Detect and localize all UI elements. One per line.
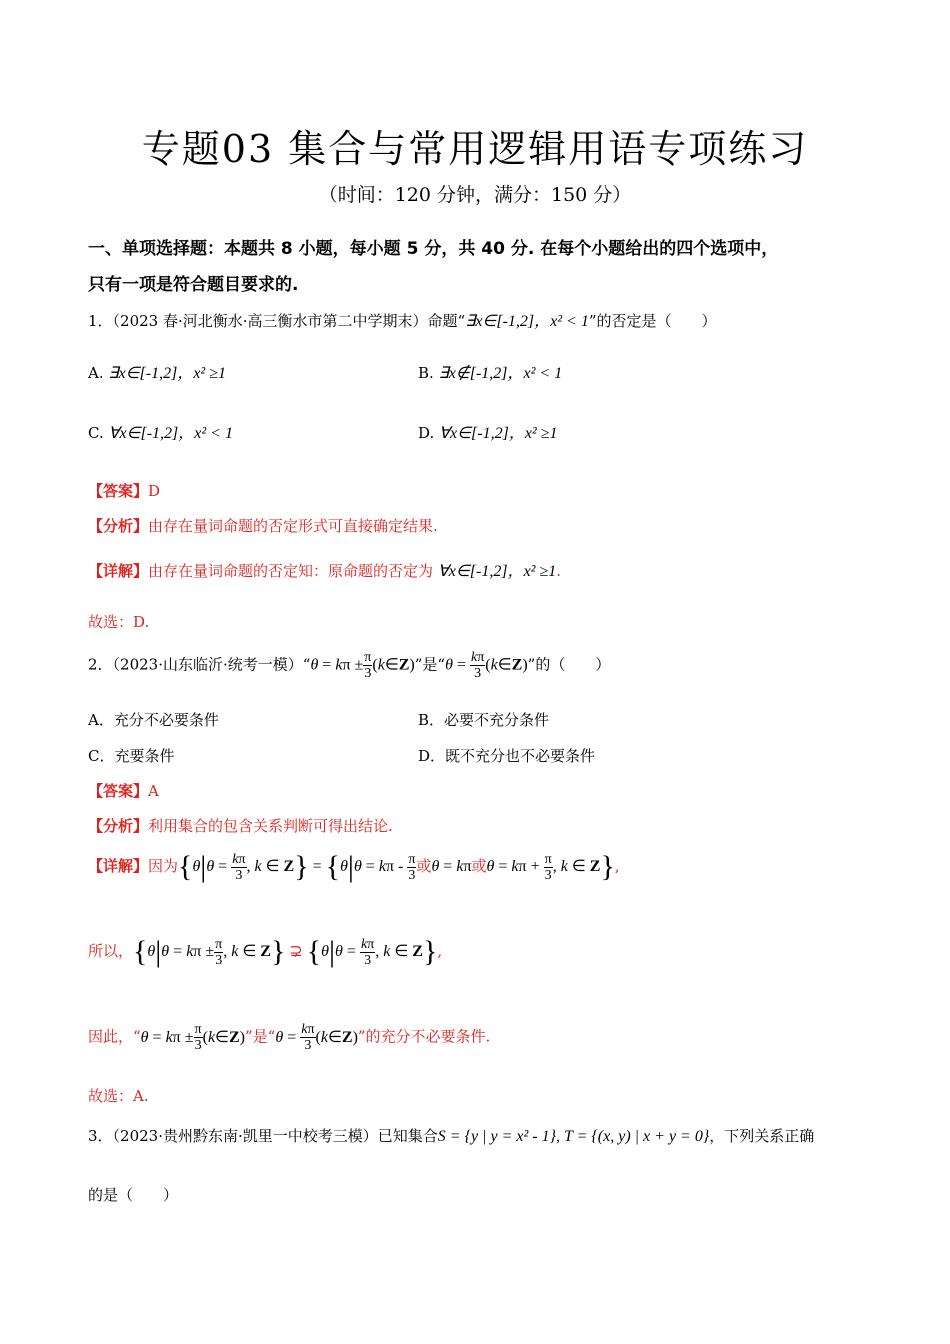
q2-answer: 【答案】A	[88, 782, 159, 800]
q1-option-c: C. ∀x∈[-1,2]，x² < 1	[88, 424, 233, 442]
question-1	[88, 308, 717, 331]
question-3: 3．（2023·贵州黔东南·凯里一中校考三模）已知集合S = {y | y = x² - 1}, T = {(x, y) | x + y = 0}，下列关系正确	[88, 1127, 815, 1145]
page-subtitle: （时间：120 分钟，满分：150 分）	[318, 184, 632, 206]
q2-detail: 【详解】因为{θ|θ = $\frac{k\pi}{3}$ , k ∈ Z} = {θ|θ = kπ - $\frac{\pi}{3}$ 或θ = kπ或θ = kπ + $\frac{\pi}{3}$ , k ∈ Z},	[88, 850, 620, 883]
question-3-line2: 的是（ ）	[88, 1186, 179, 1204]
q3-set-s: S = {y | y = x² - 1}	[437, 1128, 556, 1145]
q1-option-d: D. ∀x∈[-1,2]，x² ≥1	[418, 424, 558, 442]
section-heading-line2: 只有一项是符合题目要求的.	[88, 275, 299, 295]
q1-analysis: 【分析】由存在量词命题的否定形式可直接确定结果.	[88, 517, 438, 535]
q2-option-d: D．既不充分也不必要条件	[418, 747, 596, 765]
q1-prefix: 1．（2023 春·河北衡水·高三衡水市第二中学期末）命题“	[88, 312, 466, 330]
q2-option-a: A．充分不必要条件	[88, 711, 219, 729]
q1-option-b: B. ∃x∉[-1,2]，x² < 1	[418, 364, 563, 382]
q1-proposition: ∃x∈[-1,2]，x² < 1	[465, 313, 589, 330]
page-title: 专题03 集合与常用逻辑用语专项练习	[141, 127, 809, 171]
section-heading-line1: 一、单项选择题：本题共 8 小题，每小题 5 分，共 40 分. 在每个小题给出的四个选项中，	[88, 239, 779, 259]
q1-option-a: A. ∃x∈[-1,2]，x² ≥1	[88, 364, 227, 382]
q1-detail: 【详解】由存在量词命题的否定知：原命题的否定为 ∀x∈[-1,2]，x² ≥1.	[88, 562, 562, 580]
q2-conclusion: 故选：A.	[88, 1087, 149, 1105]
q1-suffix: ”的否定是（ ）	[588, 312, 717, 330]
q3-set-t: T = {(x, y) | x + y = 0}	[563, 1128, 710, 1145]
q2-analysis: 【分析】利用集合的包含关系判断可得出结论.	[88, 817, 393, 835]
q2-therefore: 因此，“θ = kπ ± $\frac{\pi}{3}$ (k∈Z)”是“θ = $\frac{k\pi}{3}$ (k∈Z)”的充分不必要条件.	[88, 1022, 491, 1053]
question-2: 2．（2023·山东临沂·统考一模）“θ = kπ ± $\frac{\pi}{3}$ (k∈Z)”是“θ = $\frac{k\pi}{3}$ (k∈Z)”的（ ）	[88, 650, 611, 681]
q1-answer: 【答案】D	[88, 482, 161, 500]
q2-so: 所以，{θ|θ = kπ ± $\frac{\pi}{3}$ , k ∈ Z} ⊋ {θ|θ = $\frac{k\pi}{3}$ , k ∈ Z},	[88, 935, 443, 968]
q2-option-b: B．必要不充分条件	[418, 711, 550, 729]
q1-conclusion: 故选：D.	[88, 613, 150, 631]
q2-option-c: C．充要条件	[88, 747, 175, 765]
